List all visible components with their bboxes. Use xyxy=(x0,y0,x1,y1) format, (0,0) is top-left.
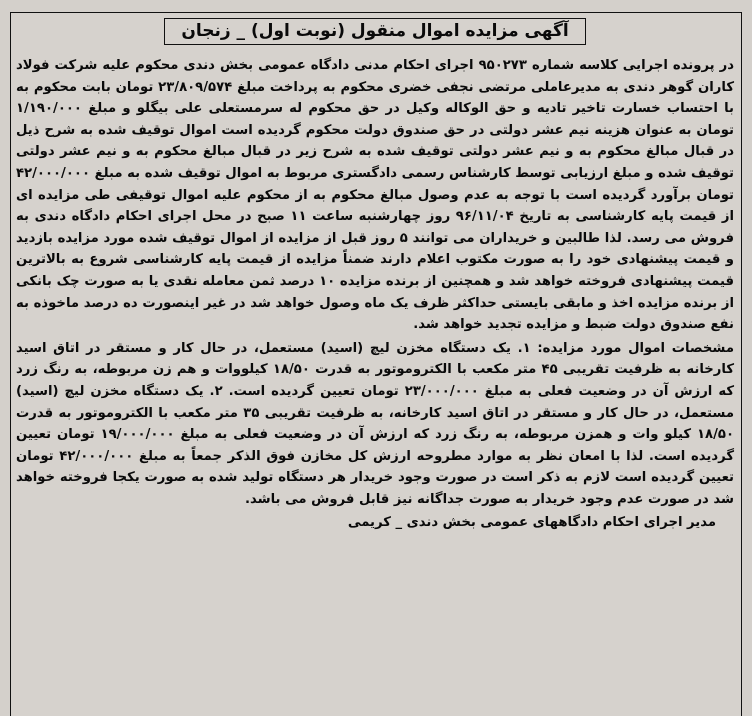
notice-body: در پرونده اجرایی کلاسه شماره ۹۵۰۲۷۳ اجرای احکام مدنی دادگاه عمومی بخش دندی محکوم علیه شرکت فولاد کاران گوهر دندی به مدیرعاملی مرتضی نجفی خضری محکوم به پرداخت مبلغ ۲۳/۸۰۹/۵۷۴ تومان بابت محکوم به با احتساب خسارت تاخیر تادیه و حق الوکاله وکیل در حق محکوم له سرمستعلی علی بیگلو و مبلغ ۱/۱۹۰/۰۰۰ تومان به عنوان هزینه نیم عشر دولتی در حق صندوق دولت محکوم گردیده است اموال توقیف شده به شرح ذیل در قبال مبالغ محکوم به و نیم عشر دولتی توقیف شده به شرح زیر در قبال مبالغ محکوم به و نیم عشر دولتی توقیف شده و مبلغ ارزیابی توسط کارشناس رسمی دادگستری مربوط به اموال توقیف شده به مبلغ ۴۲/۰۰۰/۰۰۰ تومان برآورد گردیده است با توجه به عدم وصول مبالغ محکوم به از محکوم علیه اموال توقیفی طی مزایده ای از قیمت پایه کارشناسی به تاریخ ۹۶/۱۱/۰۴ روز چهارشنبه ساعت ۱۱ صبح در محل اجرای احکام دادگاه دندی به فروش می رسد. لذا طالبین و خریداران می توانند ۵ روز قبل از مزایده از اموال توقیف شده مورد مزایده بازدید و قیمت پیشنهادی خود را به صورت مکتوب اعلام دارند ضمناً مزایده از قیمت پایه کارشناسی شروع به بالاترین قیمت پیشنهادی فروخته خواهد شد و همچنین از برنده مزایده ۱۰ درصد ثمن معامله نقدی یا به صورت چک بانکی از برنده مزایده اخذ و مابقی بایستی حداکثر ظرف یک ماه وصول خواهد شد در غیر اینصورت ده درصد ماخوذه به نفع صندوق دولت ضبط و مزایده تجدید خواهد شد. xyxy=(16,58,735,333)
auction-notice xyxy=(16,16,734,534)
notice-title: آگهی مزایده اموال منقول (نوبت اول) _ زنجان xyxy=(164,18,585,45)
title-box xyxy=(16,18,734,45)
signature-line: مدیر اجرای احکام دادگاههای عمومی بخش دندی _ کریمی xyxy=(347,515,716,531)
property-specifications: مشخصات اموال مورد مزایده: ۱. یک دستگاه مخزن لیچ (اسید) مستعمل، در حال کار و مستقر در اتاق اسید کارخانه به ظرفیت تقریبی ۴۵ متر مکعب با الکتروموتور به قدرت ۱۸/۵۰ کیلووات و هم زن مربوطه، به رنگ زرد که ارزش آن در وضعیت فعلی به مبلغ ۲۳/۰۰۰/۰۰۰ تومان تعیین گردیده است. ۲. یک دستگاه مخزن لیچ (اسید) مستعمل، در حال کار و مستقر در اتاق اسید کارخانه، به ظرفیت تقریبی ۳۵ متر مکعب با الکتروموتور به قدرت ۱۸/۵۰ کیلو وات و همزن مربوطه، به رنگ زرد که ارزش آن در وضعیت فعلی به مبلغ ۱۹/۰۰۰/۰۰۰ تومان تعیین گردیده است. لذا با امعان نظر به موارد مطروحه ارزش کل مخازن فوق الذکر جمعاً به مبلغ ۴۲/۰۰۰/۰۰۰ تومان تعیین گردیده است لازم به ذکر است در صورت وجود خریدار هر دستگاه تولید شده به صورت یکجا فروخته خواهد شد در صورت عدم وجود خریدار به صورت جداگانه نیز قابل فروش می باشد. xyxy=(16,340,735,507)
